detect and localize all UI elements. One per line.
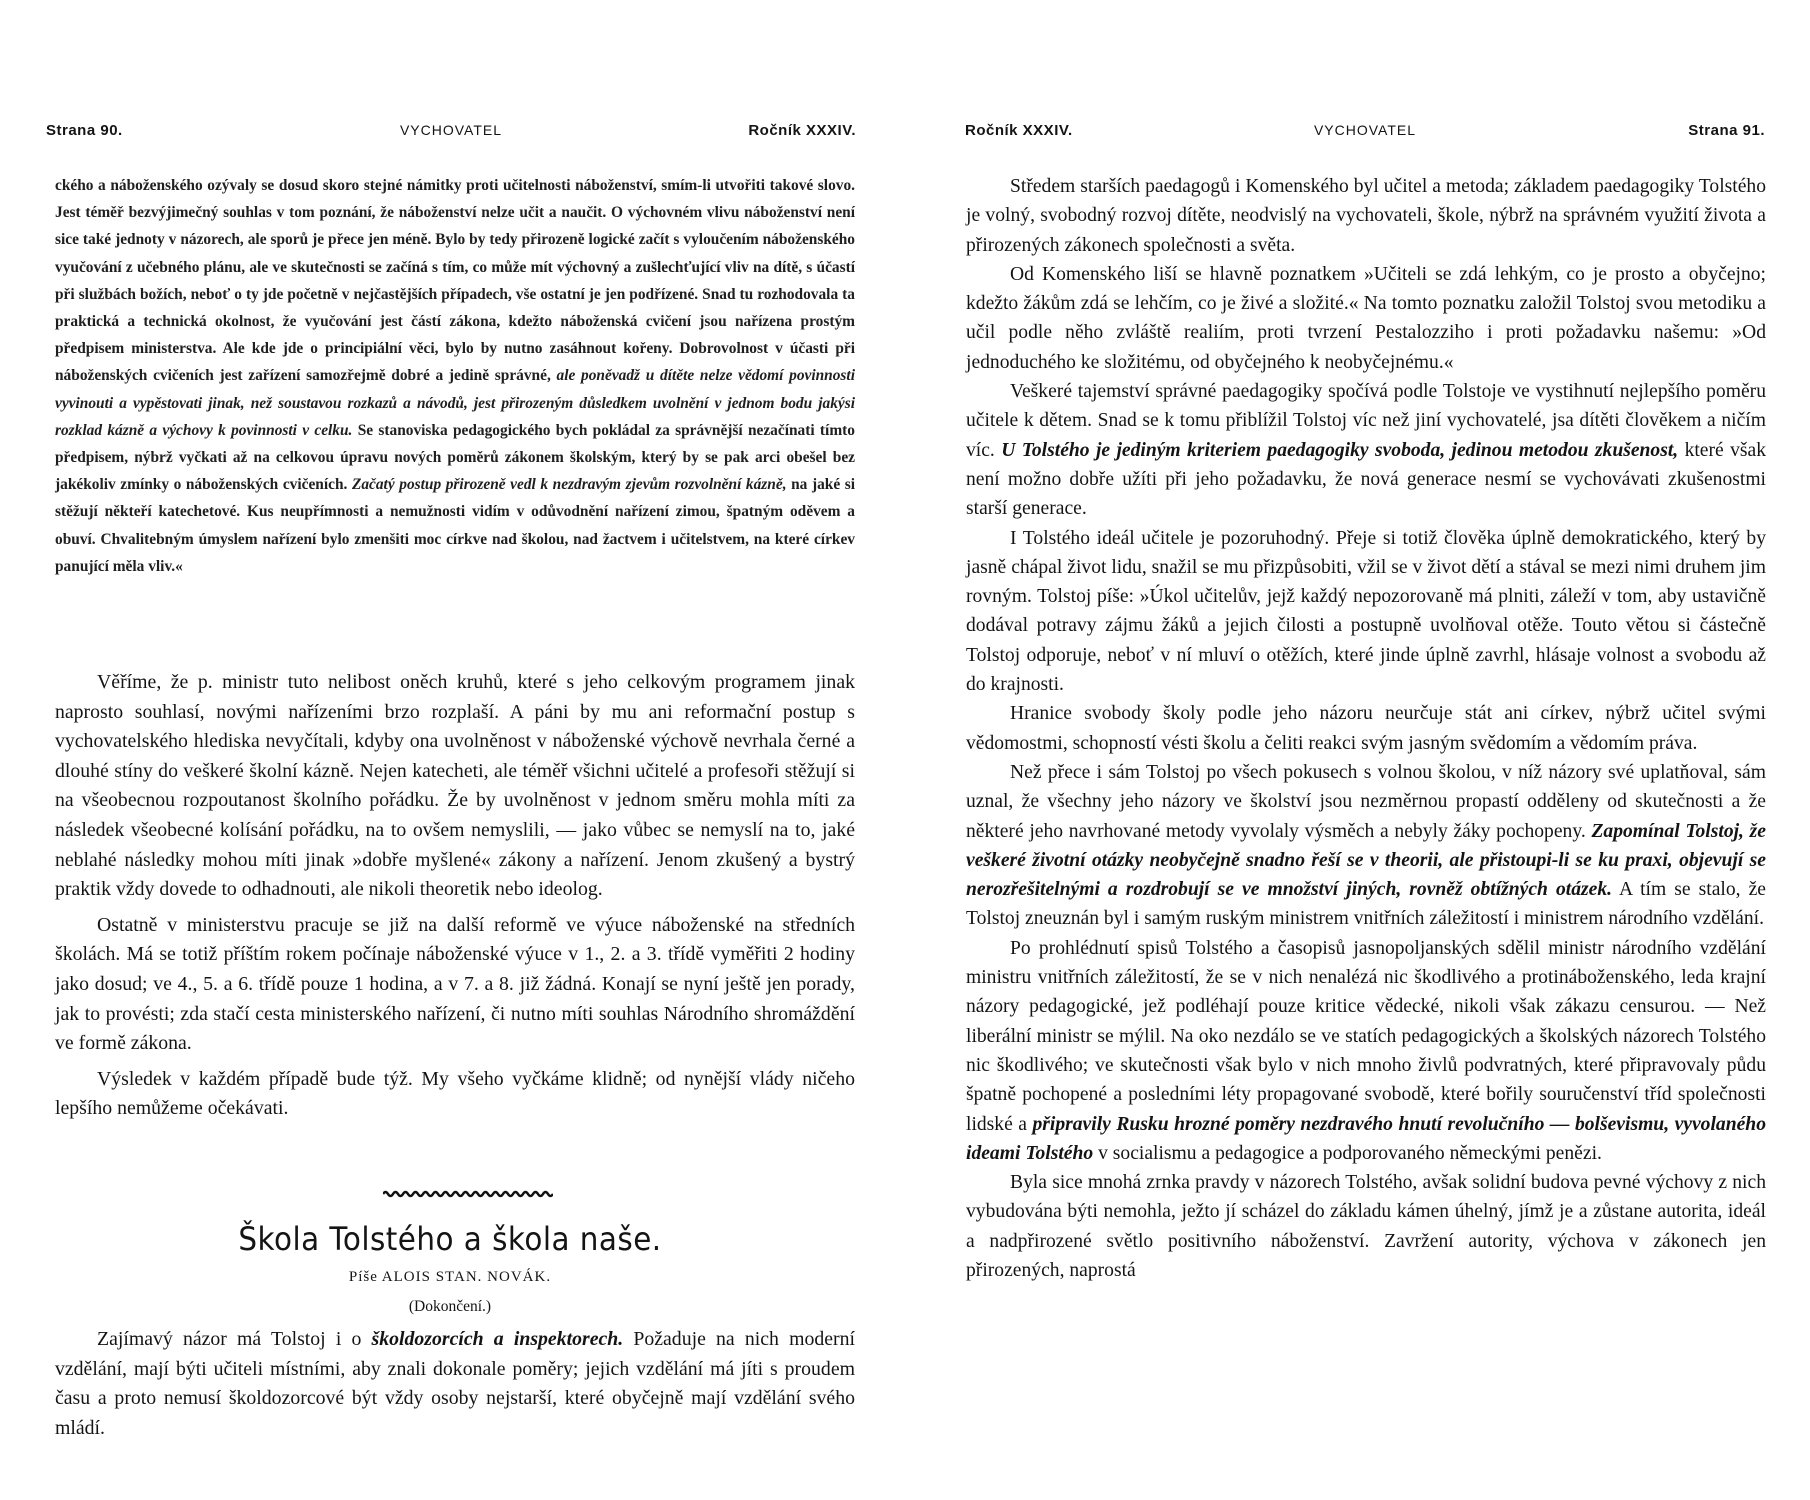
paragraph <box>966 758 1766 934</box>
paragraph: Hranice svobody školy podle jeho názoru neurčuje stát ani církev, nýbrž učitel svými vědomostmi, schopností vésti školu a čeliti reakci svým jasným svědomím a vědomím práva. <box>966 703 1766 754</box>
text-run: v socialismu a pedagogice a podporovaného německými penězi. <box>1093 1142 1602 1164</box>
text-run: Veškeré tajemství správné paedagogiky spočívá podle Tolstoje ve vystihnutí nejlepšího poměru učitele k dětem. Snad se k tomu přiblížil Tolstoj víc než jiní vychovatelé, jsa dítěti člověkem a ničím víc. <box>966 381 1766 461</box>
paragraph: Věříme, že p. ministr tuto nelibost oněch kruhů, které s jeho celkovým programem jinak naprosto souhlasí, novými nařízeními brzo rozplaší. A páni by mu ani reformační postup s vychovatelského hlediska nevyčítali, kdyby ona uvolněnost v náboženské výchově nevrhala černé a dlouhé stíny do veškeré školní kázně. Nejen katecheti, ale téměř všichni učitelé a profesoři stěžují si na všeobecnou rozpoutanost školního pořádku. Že by uvolněnost v jednom směru mohla míti za následek všeobecné kolísání pořádku, na to ovšem nemyslili, — jako vůbec se nemyslí na to, jaké neblahé následky mohou míti jinak »dobře myšlené« zákony a nařízení. Jenom zkušený a bystrý praktik vždy dovede to odhadnouti, ale nikoli theoretik nebo ideolog. <box>55 671 855 901</box>
quote-text-2: Se stanoviska pedagogického bych pokládal za správnější nezačínati tímto předpisem, nýbrž vyčkati až na celkovou úpravu nových poměrů zákonem školským, který by se pak arci obešel bez jakékoliv zmínky o náboženských cvičeních. <box>55 421 855 494</box>
text-run: Po prohlédnutí spisů Tolstého a časopisů jasnopoljanských sdělil ministr národního vzdělání ministru vnitřních záležitostí, že se v nich nenalézá nic škodlivého a protináboženského, leda krajní názory pedagogické, jež podléhají pouze kritice vědecké, nikoli však zákazu censurou. — Než liberální ministr se mýlil. Na oko nezdálo se ve statích pedagogických a školských názorech Tolstého nic škodlivého; ve skutečnosti však bylo v nich mnoho živlů podvratných, které připravovaly půdu špatně pochopené a posledními léty propagované svobodě, které bořily souručenství tříd společnosti lidské a <box>966 937 1766 1135</box>
emphasis-run: školdozorcích a inspektorech. <box>371 1328 624 1350</box>
page-number: Strana 91. <box>1688 122 1765 139</box>
paragraph <box>55 1325 855 1443</box>
text-run: A tím se stalo, že Tolstoj zneuznán byl i samým ruským ministrem vnitřních záležitostí i ministrem národního vzdělání. <box>966 879 1766 930</box>
volume-label: Ročník XXXIV. <box>965 122 1073 139</box>
quote-emphasis-2: Začatý postup přirozeně vedl k nezdravým zjevům rozvolnění kázně, <box>351 476 787 494</box>
paragraph: Od Komenského liší se hlavně poznatkem »Učiteli se zdá lehkým, co je prosto a obyčejno; kdežto žákům zdá se lehčím, co je živé a složité.« Na tomto poznatku založil Tolstoj svou metodiku a učil podle něho zvláště realiím, proti tvrzení Pestalozziho i proti požadavku našemu: »Od jednoduchého ke složitému, od obyčejného k neobyčejnému.« <box>966 263 1766 373</box>
paragraph: Středem starších paedagogů i Komenského byl učitel a metoda; základem paedagogiky Tolstého je volný, svobodný rozvoj dítěte, neodvislý na vychovateli, škole, nýbrž na správném využití života a přirozených zákonech společnosti a světa. <box>966 176 1766 256</box>
article-title: Škola Tolstého a škola naše. <box>238 1220 662 1258</box>
left-body <box>55 668 855 1130</box>
left-page <box>0 0 900 1500</box>
volume-label: Ročník XXXIV. <box>748 122 856 139</box>
right-page <box>930 0 1810 1500</box>
quoted-passage <box>55 172 855 580</box>
emphasis-run: Zapomínal Tolstoj, že veškeré životní otázky neobyčejně snadno řeší se v theorii, ale přistoupi-li se ku praxi, objevují se nerozřešitelnými a rozdrobují se ve množství jiných, rovněž obtížných otázek. <box>966 820 1766 901</box>
text-run: Zajímavý názor má Tolstoj i o <box>97 1328 372 1350</box>
continued-note: (Dokončení.) <box>408 1298 492 1315</box>
ornamental-divider <box>383 1189 553 1199</box>
paragraph <box>966 934 1766 1168</box>
right-body <box>966 172 1766 1285</box>
right-page-header <box>965 122 1765 148</box>
paragraph: Byla sice mnohá zrnka pravdy v názorech Tolstého, avšak solidní budova pevné výchovy z nich vybudována býti nemohla, ježto jí scházel do základu kámen úhelný, jímž je a zůstane autorita, ideál a nadpřirozené světlo positivního náboženství. Zavržení autority, výchova v zákonech jen přirozených, naprostá <box>966 1172 1766 1281</box>
quote-text-3: na jaké si stěžují někteří katechetové. Kus neupřímnosti a nemužnosti vidím v odůvodnění nařízení zimou, špatným oděvem a obuví. Chvalitebným úmyslem nařízení bylo zmenšiti moc církve nad školou, nad žactvem i učitelstvem, na které církev panující měla vliv.« <box>55 476 856 575</box>
quote-emphasis-1: ale poněvadž u dítěte nelze vědomí povinnosti vyvinouti a vypěstovati jinak, než soustavou rozkazů a návodů, jest přirozeným důsledkem uvolnění v jednom bodu jakýsi rozklad kázně a výchovy k povinnosti v celku. <box>55 367 855 439</box>
quote-text-1: ckého a náboženského ozývaly se dosud skoro stejné námitky proti učitelnosti náboženství, smím-li utvořiti takové slovo. Jest téměř bezvýjimečný souhlas v tom poznání, že náboženství nelze učit a naučit. O výchovném vlivu náboženství není sice také jednoty v názorech, ale sporů je přece jen méně. Bylo by tedy přirozeně logické začít s vyloučením náboženského vyučování z učebného plánu, ale ve skutečnosti se začíná s tím, co může mít výchovný a zušlechťující vliv na dítě, s účastí při službách božích, neboť o ty jde početně v nejčastějších případech, vše ostatní je jen podřízené. Snad tu rozhodovala ta praktická a technická okolnost, že vyučování jest částí zákona, kdežto náboženská cvičení jsou nařízena prostým předpisem ministerstva. Ale kde jde o principiální věci, bylo by nutno zasáhnout kořeny. Dobrovolnost v účasti při náboženských cvičeních jest zařízení samozřejmě dobré a jedině správné, <box>55 177 855 385</box>
paragraph: I Tolstého ideál učitele je pozoruhodný. Přeje si totiž člověka úplně demokratického, který by jasně chápal život lidu, snažil se mu přizpůsobiti, vžil se v život dětí a stával se mezi nimi druhem jim rovným. Tolstoj píše: »Úkol učitelův, jejž každý nepozorovaně má plniti, záleží v tom, aby ustavičně dodával potravy zájmu žáků a jejich čilosti a postupně uvolňoval otěže. Touto větou si částečně Tolstoj odporuje, neboť v ní mluví o otěžích, které jinde úplně zavrhl, hlásaje volnost a svobodu až do krajnosti. <box>966 527 1766 696</box>
journal-title: VYCHOVATEL <box>399 122 503 138</box>
paragraph: Ostatně v ministerstvu pracuje se již na další reformě ve výuce náboženské na středních školách. Má se totiž příštím rokem počínaje náboženské výuce v 1., 2. a 3. třídě vyměřiti 2 hodiny jako dosud; ve 4., 5. a 6. třídě pouze 1 hodina, a v 7. a 8. již žádná. Konají se nyní ještě jen porady, jak to provésti; zda stačí cesta ministerského nařízení, či nutno míti souhlas Národního shromáždění ve formě zákona. <box>55 913 855 1055</box>
text-run: které však není možno dobře užíti při jeho požadavku, že nová generace nesmí se vychovávati zkušenostmi starší generace. <box>966 439 1766 520</box>
paragraph: Výsledek v každém případě bude týž. My všeho vyčkáme klidně; od nynější vlády ničeho lepšího nemůžeme očekávati. <box>55 1067 855 1120</box>
journal-title: VYCHOVATEL <box>1313 122 1417 138</box>
left-page-header <box>46 122 856 148</box>
emphasis-run: připravily Rusku hrozné poměry nezdravého hnutí revolučního — bolševismu, vyvolaného ideami Tolstého <box>966 1113 1766 1164</box>
byline: Píše ALOIS STAN. NOVÁK. <box>348 1269 552 1285</box>
paragraph <box>966 377 1766 523</box>
article-body <box>55 1325 855 1443</box>
page-number: Strana 90. <box>46 122 123 139</box>
emphasis-run: U Tolstého je jediným kriteriem paedagogiky svoboda, jedinou metodou zkušenost, <box>1001 439 1679 461</box>
text-run: Než přece i sám Tolstoj po všech pokusech s volnou školou, v níž názory své uplatňoval, sám uznal, že všechny jeho názory ve školství jsou nezměrnou propastí odděleny od skutečnosti a že některé jeho navrhované metody vyvolaly výsměch a nebyly žáky pochopeny. <box>966 761 1766 842</box>
text-run: Požaduje na nich moderní vzdělání, mají býti učiteli místními, aby znali dokonale poměry; jejich vzdělání má jíti s proudem času a proto nemusí školdozorcové být vždy osoby nejstarší, které obyčejně mají vzdělání svého mládí. <box>55 1328 855 1439</box>
